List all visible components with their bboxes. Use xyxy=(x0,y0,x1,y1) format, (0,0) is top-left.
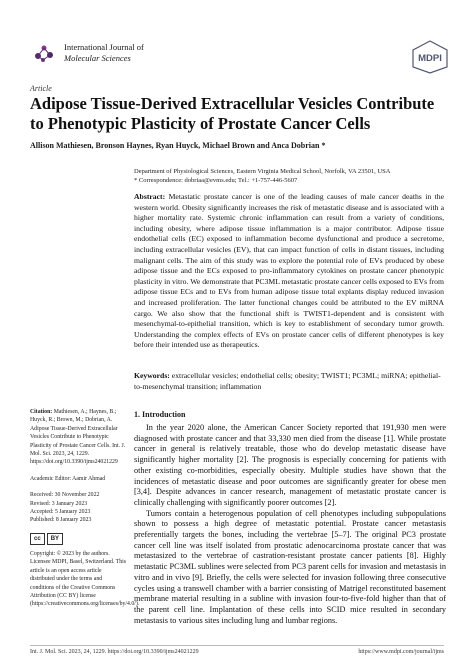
journal-name xyxy=(64,42,144,64)
keywords-text: extracellular vesicles; endothelial cells; obesity; TWIST1; PC3ML; miRNA; epithelial-to-mesenchymal transition; inflammation xyxy=(134,371,441,391)
copyright: Copyright: © 2023 by the authors. Licensee MDPI, Basel, Switzerland. This article is an open access article distributed under the terms and conditions of the Creative Commons Attribution (CC BY) license (https://creativecommons.org/licenses/by/4.0/). xyxy=(30,550,140,608)
paper-title: Adipose Tissue-Derived Extracellular Vesicles Contribute to Phenotypic Plasticity of Prostate Cancer Cells xyxy=(30,94,435,133)
received-date: Received: 30 November 2022 xyxy=(30,492,100,499)
affiliation-block xyxy=(134,167,444,185)
cc-license-badge[interactable] xyxy=(30,533,126,545)
article-type: Article xyxy=(30,84,52,93)
footer-journal-link[interactable]: https://www.mdpi.com/journal/ijms xyxy=(358,649,444,655)
citation-text: Mathiesen, A.; Haynes, B.; Huyck, R.; Brown, M.; Dobrian, A. Adipose Tissue-Derived Extracellular Vesicles Contribute to Phenotypic Plasticity of Prostate Cancer Cells. Int. J. Mol. Sci. 2023, 24, 1229. https://doi.org/10.3390/ijms24021229 xyxy=(30,409,126,466)
published-date: Published: 8 January 2023 xyxy=(30,517,92,524)
academic-editor: Academic Editor: Aamir Ahmad xyxy=(30,475,106,482)
cc-icon: cc xyxy=(30,533,45,545)
correspondence: * Correspondence: dobriaa@evms.edu; Tel.: +1-757-446-5607 xyxy=(134,177,298,184)
affiliation: Department of Physiological Sciences, Eastern Virginia Medical School, Norfolk, VA 23501, USA xyxy=(134,168,391,175)
introduction-body xyxy=(134,423,446,626)
footer-divider xyxy=(30,645,444,646)
keywords-label: Keywords: xyxy=(134,371,170,380)
journal-logo-icon xyxy=(30,38,58,66)
journal-name-line1: International Journal of xyxy=(64,42,144,52)
by-icon: BY xyxy=(47,533,63,545)
paragraph: In the year 2020 alone, the American Cancer Society reported that 191,930 men were diagnosed with prostate cancer and that 33,330 men died from the disease [1]. While prostate cancer in general is relatively treatable, those who do develop metastatic disease have significantly higher mortality [2]. The prognosis is especially concerning for patients with other existing co-morbidities, especially obesity. Multiple studies have shown that the incidences of metastatic disease and poor outcomes are significantly greater for obese men [3,4]. Despite advances in cancer research, management of metastatic prostate cancer is clinically challenging with significantly poorer outcomes [2]. xyxy=(134,423,446,507)
citation-label: Citation: xyxy=(30,409,53,415)
citation xyxy=(30,408,126,467)
page-footer xyxy=(30,649,444,655)
accepted-date: Accepted: 5 January 2023 xyxy=(30,509,91,516)
paragraph: Tumors contain a heterogenous population of cell phenotypes including subpopulations shown to possess a high degree of metastatic potential. Prostate cancer metastasis preferentially targets the bones, including the vertebrae [5–7]. The original PC3 prostate cancer cell line was itself isolated from prostatic adenocarcinoma prostate cancer that was metastasized to the vertebrae of castration-resistant prostate cancer patients [8]. Highly metastatic PC3ML sublines were selected from PC3 parent cells for invasion and metastasis in vitro and in vivo [9]. Briefly, the cells were selected for invasion following three consecutive cycles using a transwell chamber with a barrier consisting of Matrigel reconstituted basement membrane material resulting in a subline with invasion four-to-five-fold higher than that of the parent cell line. Implantation of these cells into SCID mice resulted in secondary metastasis to various sites including lung and lumbar regions. xyxy=(134,508,446,625)
revised-date: Revised: 3 January 2023 xyxy=(30,500,88,507)
dates xyxy=(30,491,126,525)
footer-citation[interactable]: Int. J. Mol. Sci. 2023, 24, 1229. https://doi.org/10.3390/ijms24021229 xyxy=(30,649,199,655)
mdpi-logo-text: MDPI xyxy=(418,53,442,64)
article-info-sidebar xyxy=(30,408,140,617)
mdpi-logo-icon xyxy=(410,40,450,74)
journal-header xyxy=(30,38,450,78)
keywords xyxy=(134,371,444,392)
abstract-text: Metastatic prostate cancer is one of the leading causes of male cancer deaths in the western world. Obesity significantly increases the risk of metastatic disease and is associated with a higher mortality rate. Systemic chronic inflammation can result from a variety of conditions, including obesity, where adipose tissue inflammation is a major contributor. Adipose tissue endothelial cells (EC) exposed to inflammation become dysfunctional and produce a secretome, including extracellular vesicles (EV), that can impact function of cells in distant tissues, including malignant cells. The aim of this study was to explore the potential role of EVs produced by obese adipose tissue and the ECs exposed to pro-inflammatory cytokines on prostate cancer phenotypic plasticity in vitro. We demonstrate that PC3ML metastatic prostate cancer cells exposed to EVs from adipose tissue ECs and to EVs from human adipose tissue total explants display reduced invasion and increased proliferation. The latter functional changes could be attributed to the EV miRNA cargo. We also show that the functional shift is TWIST1-dependent and is consistent with mesenchymal-to-epithelial transition, which is key to establishment of secondary tumor growth. Understanding the complex effects of EVs on prostate cancer cells of different phenotypes is key before their intended use as therapeutics. xyxy=(134,192,445,350)
section-title: 1. Introduction xyxy=(134,410,186,419)
author-list: Allison Mathiesen, Bronson Haynes, Ryan Huyck, Michael Brown and Anca Dobrian * xyxy=(30,141,326,150)
abstract-label: Abstract: xyxy=(134,192,166,201)
journal-name-line2: Molecular Sciences xyxy=(64,53,131,63)
abstract xyxy=(134,192,444,351)
